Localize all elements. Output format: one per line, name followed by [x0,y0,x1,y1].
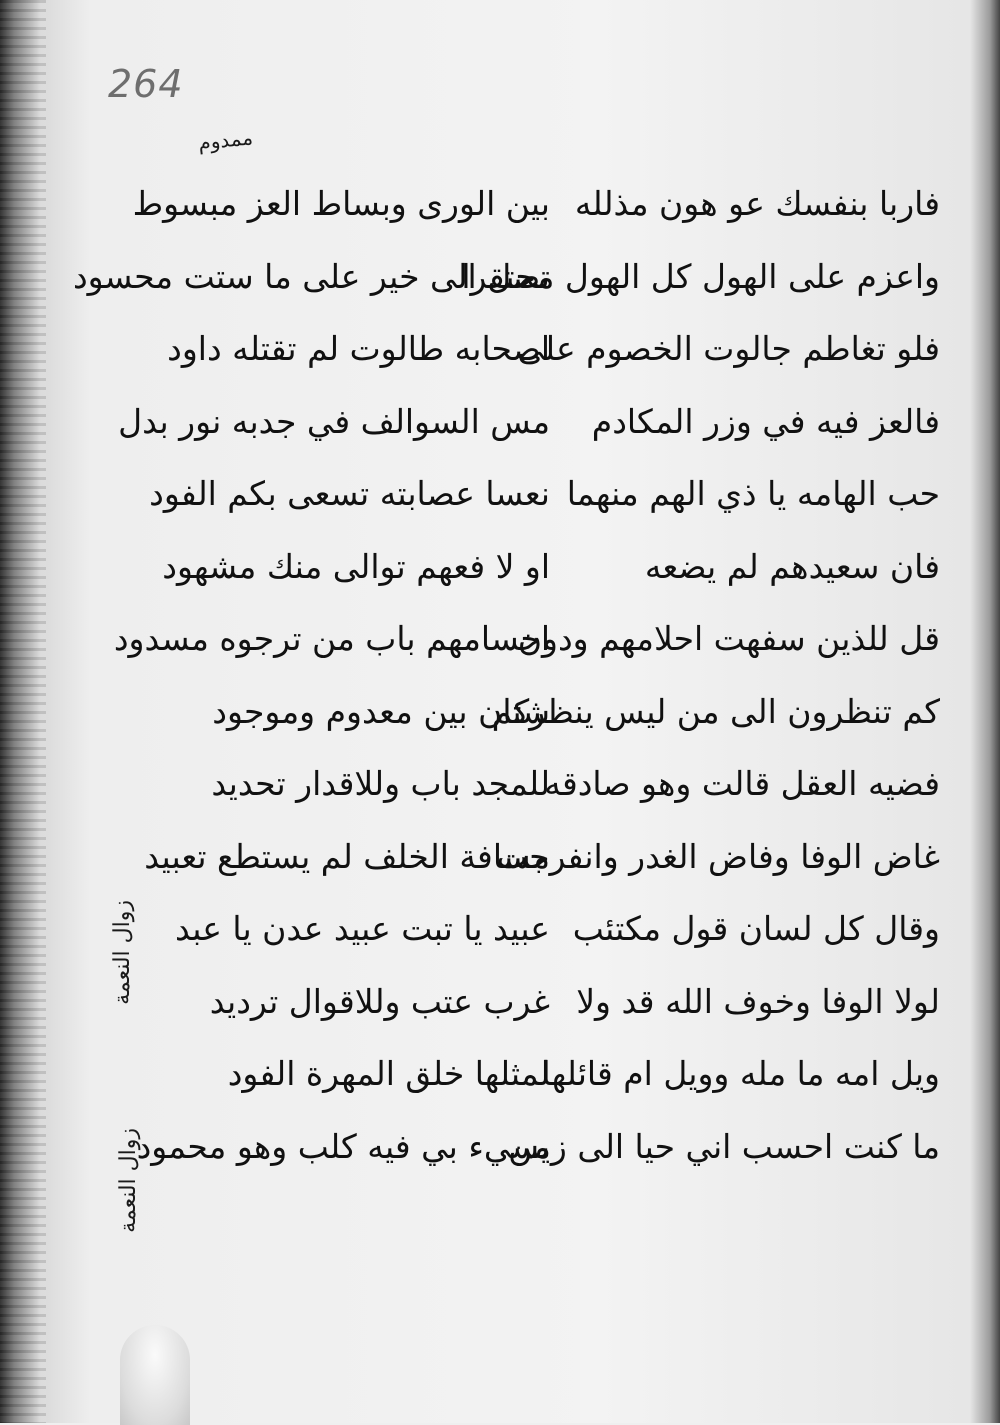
verse-second-hemistich: نعسا عصابته تسعى بكم الفود [149,474,550,513]
verse-line [150,458,940,531]
verse-first-hemistich: ما كنت احسب اني حيا الى زمن [508,1126,940,1166]
thumb-shadow [120,1325,190,1425]
verse-second-hemistich: مسافة الخلف لم يستطع تعبيد [144,836,550,876]
verse-second-hemistich: تصل الى خير على ما ستت محسود [72,256,550,296]
margin-note: زوال النعمة [110,900,135,1005]
top-annotation: ممدوم [196,125,254,155]
verse-first-hemistich: لولا الوفا وخوف الله قد ولا [576,981,940,1021]
verse-second-hemistich: يسيء بي فيه كلب وهو محمود [136,1126,550,1166]
verse-second-hemistich: مس السوالف في جدبه نور بدل [118,401,550,441]
verse-first-hemistich: ويل امه ما مله وويل ام قائلها [541,1054,940,1093]
verse-line [150,676,940,749]
verse-second-hemistich: اصحابه طالوت لم تقتله داود [167,329,550,368]
verse-second-hemistich: لمثلها خلق المهرة الفود [227,1054,550,1093]
verse-line [150,966,940,1039]
verse-line [118,386,940,459]
verse-first-hemistich: واعزم على الهول كل الهول محتقرا [461,256,940,296]
verse-first-hemistich: فالعز فيه في وزر المكادم [591,401,940,441]
verse-line [150,313,940,386]
folio-number: 264 [108,62,184,106]
verse-first-hemistich: قل للذين سفهت احلامهم ودون [517,619,940,658]
verse-first-hemistich: فاربا بنفسك عو هون مذلله [574,184,940,223]
verse-first-hemistich: غاض الوفا وفاض الغدر وانفرجت [496,836,940,876]
verse-first-hemistich: حب الهامه يا ذي الهم منهما [566,474,940,513]
verse-second-hemistich: بين الورى وبساط العز مبسوط [132,184,550,223]
verse-line [150,1038,940,1111]
verse-line [72,241,940,314]
margin-note: زوال النعمة [116,1128,141,1233]
page-binding-edge [0,0,46,1423]
verse-line [150,748,940,821]
verse-first-hemistich: فضيه العقل قالت وهو صادقه [544,764,940,803]
verse-line [150,893,940,966]
verse-line [113,603,940,676]
verse-line [150,531,940,604]
verse-second-hemistich: او لا فعهم توالى منك مشهود [162,546,550,586]
verse-line [144,821,940,894]
verse-first-hemistich: كم تنظرون الى من ليس ينظركم [491,691,940,731]
verse-first-hemistich: فلو تغاطم جالوت الخصوم على [517,329,940,368]
verse-first-hemistich: وقال كل لسان قول مكتئب [572,909,940,948]
verse-first-hemistich: فان سعيدهم لم يضعه [644,546,940,586]
verse-second-hemistich: غرب عتب وللاقوال ترديد [209,981,550,1021]
verse-second-hemistich: اجسامهم باب من ترجوه مسدود [113,619,550,658]
verse-line [136,1111,940,1184]
verse-second-hemistich: شتان بين معدوم وموجود [212,691,550,731]
verse-second-hemistich: عبيد يا تبت عبيد عدن يا عبد [174,909,550,948]
verse-second-hemistich: للمجد باب وللاقدار تحديد [211,764,550,803]
verse-line [132,168,940,241]
